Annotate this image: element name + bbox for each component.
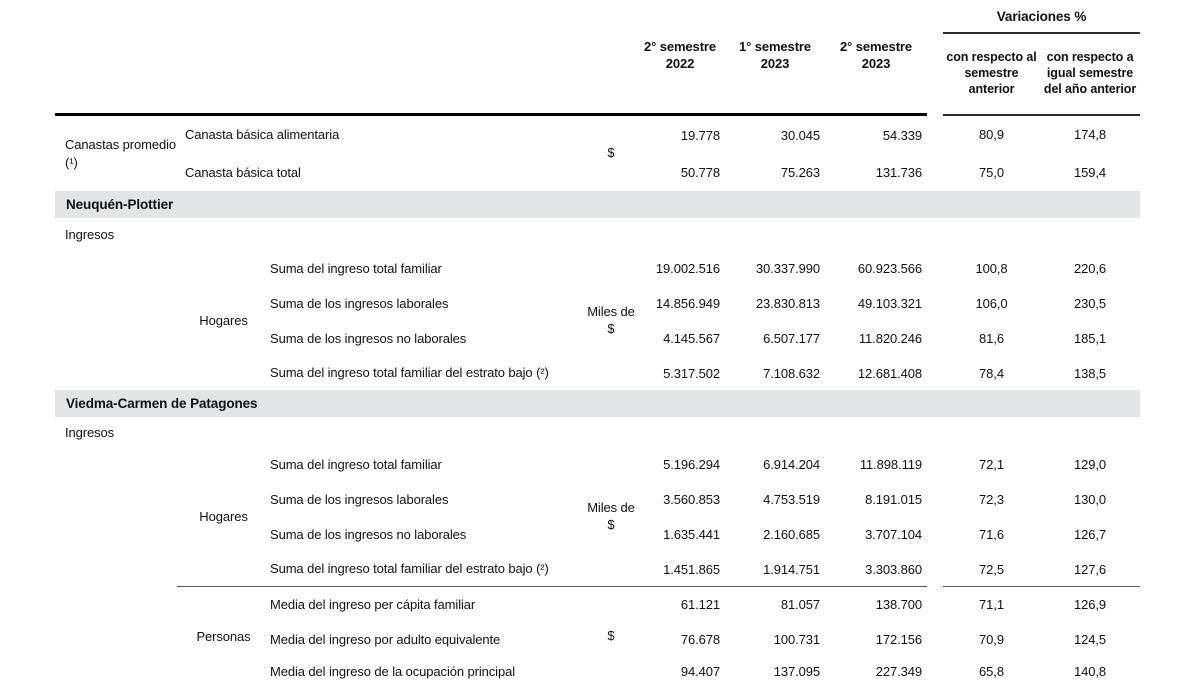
value-cell: 138.700: [825, 587, 927, 623]
subsection-label: Ingresos: [55, 218, 1140, 251]
column-header-var-semestre-anterior: con respecto al semestre anterior: [943, 33, 1040, 115]
spacer-cell: [55, 251, 177, 390]
variation-cell: 75,0: [943, 154, 1040, 191]
value-cell: 61.121: [635, 587, 725, 623]
spacer-cell: [927, 251, 943, 286]
value-cell: 1.451.865: [635, 552, 725, 587]
spacer-cell: [927, 447, 943, 482]
variation-cell: 126,9: [1040, 587, 1140, 623]
spacer-cell: [927, 286, 943, 321]
spacer-cell: [55, 447, 177, 587]
subsection-row: [55, 218, 1140, 251]
value-cell: 14.856.949: [635, 286, 725, 321]
value-cell: 8.191.015: [825, 482, 927, 517]
row-label: Media del ingreso per cápita familiar: [270, 587, 587, 623]
variation-cell: 126,7: [1040, 517, 1140, 552]
value-cell: 3.560.853: [635, 482, 725, 517]
row-label: Canasta básica alimentaria: [177, 115, 587, 155]
spacer-cell: [927, 0, 943, 33]
variation-cell: 129,0: [1040, 447, 1140, 482]
column-header-2sem-2023: 2° semestre 2023: [825, 33, 927, 115]
value-cell: 54.339: [825, 115, 927, 155]
value-cell: 19.778: [635, 115, 725, 155]
value-cell: 23.830.813: [725, 286, 825, 321]
variation-cell: 80,9: [943, 115, 1040, 155]
value-cell: 172.156: [825, 622, 927, 657]
column-header-var-anio-anterior: con respecto a igual semestre del año anterior: [1040, 33, 1140, 115]
variation-cell: 65,8: [943, 657, 1040, 686]
row-label: Suma del ingreso total familiar: [270, 251, 587, 286]
row-label: Canasta básica total: [177, 154, 587, 191]
variation-cell: 159,4: [1040, 154, 1140, 191]
variation-cell: 174,8: [1040, 115, 1140, 155]
unit-cell: $: [587, 587, 635, 686]
spacer-cell: [55, 587, 177, 686]
value-cell: 6.507.177: [725, 321, 825, 356]
value-cell: 5.196.294: [635, 447, 725, 482]
variation-cell: 138,5: [1040, 356, 1140, 390]
spacer-cell: [927, 33, 943, 115]
value-cell: 3.303.860: [825, 552, 927, 587]
value-cell: 30.045: [725, 115, 825, 155]
header-row-variaciones: [55, 0, 1140, 33]
value-cell: 12.681.408: [825, 356, 927, 390]
variation-cell: 220,6: [1040, 251, 1140, 286]
spacer-cell: [927, 321, 943, 356]
row-group-personas: Personas: [177, 587, 270, 686]
section-band-neuquen: [55, 191, 1140, 218]
column-header-1sem-2023: 1° semestre 2023: [725, 33, 825, 115]
spacer-cell: [927, 552, 943, 587]
value-cell: 227.349: [825, 657, 927, 686]
value-cell: 4.753.519: [725, 482, 825, 517]
row-group-canastas: Canastas promedio (¹): [55, 115, 177, 192]
variation-cell: 100,8: [943, 251, 1040, 286]
row-label: Suma de los ingresos laborales: [270, 286, 587, 321]
row-label: Media del ingreso por adulto equivalente: [270, 622, 587, 657]
variation-cell: 72,5: [943, 552, 1040, 587]
value-cell: 1.635.441: [635, 517, 725, 552]
section-title: Viedma-Carmen de Patagones: [55, 390, 1140, 417]
subsection-label: Ingresos: [55, 417, 1140, 447]
variation-cell: 185,1: [1040, 321, 1140, 356]
value-cell: 7.108.632: [725, 356, 825, 390]
value-cell: 50.778: [635, 154, 725, 191]
spacer-cell: [927, 622, 943, 657]
table-row: [55, 587, 1140, 623]
row-label: Suma de los ingresos laborales: [270, 482, 587, 517]
table-row: [55, 447, 1140, 482]
variation-cell: 124,5: [1040, 622, 1140, 657]
variation-cell: 140,8: [1040, 657, 1140, 686]
variation-cell: 81,6: [943, 321, 1040, 356]
unit-cell: Miles de $: [587, 251, 635, 390]
value-cell: 60.923.566: [825, 251, 927, 286]
row-label: Suma del ingreso total familiar del estrato bajo (²): [270, 356, 587, 390]
value-cell: 3.707.104: [825, 517, 927, 552]
row-label: Suma de los ingresos no laborales: [270, 321, 587, 356]
value-cell: 81.057: [725, 587, 825, 623]
variation-cell: 230,5: [1040, 286, 1140, 321]
variation-cell: 72,3: [943, 482, 1040, 517]
variation-cell: 127,6: [1040, 552, 1140, 587]
variation-cell: 130,0: [1040, 482, 1140, 517]
value-cell: 49.103.321: [825, 286, 927, 321]
value-cell: 1.914.751: [725, 552, 825, 587]
spacer-cell: [927, 517, 943, 552]
header-row-columns: [55, 33, 1140, 115]
value-cell: 11.820.246: [825, 321, 927, 356]
value-cell: 131.736: [825, 154, 927, 191]
spacer-cell: [927, 154, 943, 191]
value-cell: 19.002.516: [635, 251, 725, 286]
variation-cell: 71,1: [943, 587, 1040, 623]
spacer-cell: [927, 587, 943, 623]
value-cell: 75.263: [725, 154, 825, 191]
spacer-cell: [55, 33, 635, 115]
row-group-hogares: Hogares: [177, 447, 270, 587]
subsection-row: [55, 417, 1140, 447]
value-cell: 11.898.119: [825, 447, 927, 482]
value-cell: 5.317.502: [635, 356, 725, 390]
spacer-cell: [927, 657, 943, 686]
value-cell: 2.160.685: [725, 517, 825, 552]
row-label: Media del ingreso de la ocupación principal: [270, 657, 587, 686]
variaciones-title: Variaciones %: [943, 0, 1140, 33]
row-label: Suma del ingreso total familiar: [270, 447, 587, 482]
value-cell: 4.145.567: [635, 321, 725, 356]
value-cell: 137.095: [725, 657, 825, 686]
value-cell: 6.914.204: [725, 447, 825, 482]
value-cell: 94.407: [635, 657, 725, 686]
income-statistics-table: [55, 0, 1140, 686]
value-cell: 30.337.990: [725, 251, 825, 286]
variation-cell: 106,0: [943, 286, 1040, 321]
variation-cell: 71,6: [943, 517, 1040, 552]
row-label: Suma de los ingresos no laborales: [270, 517, 587, 552]
row-group-hogares: Hogares: [177, 251, 270, 390]
table-row: [55, 251, 1140, 286]
section-title: Neuquén-Plottier: [55, 191, 1140, 218]
column-header-2sem-2022: 2° semestre 2022: [635, 33, 725, 115]
variation-cell: 78,4: [943, 356, 1040, 390]
variation-cell: 70,9: [943, 622, 1040, 657]
unit-cell: $: [587, 115, 635, 192]
variation-cell: 72,1: [943, 447, 1040, 482]
value-cell: 100.731: [725, 622, 825, 657]
spacer-cell: [927, 356, 943, 390]
spacer-cell: [55, 0, 927, 33]
table-row: [55, 115, 1140, 155]
section-band-viedma: [55, 390, 1140, 417]
unit-cell: Miles de $: [587, 447, 635, 587]
value-cell: 76.678: [635, 622, 725, 657]
spacer-cell: [927, 482, 943, 517]
row-label: Suma del ingreso total familiar del estrato bajo (²): [270, 552, 587, 587]
spacer-cell: [927, 115, 943, 155]
